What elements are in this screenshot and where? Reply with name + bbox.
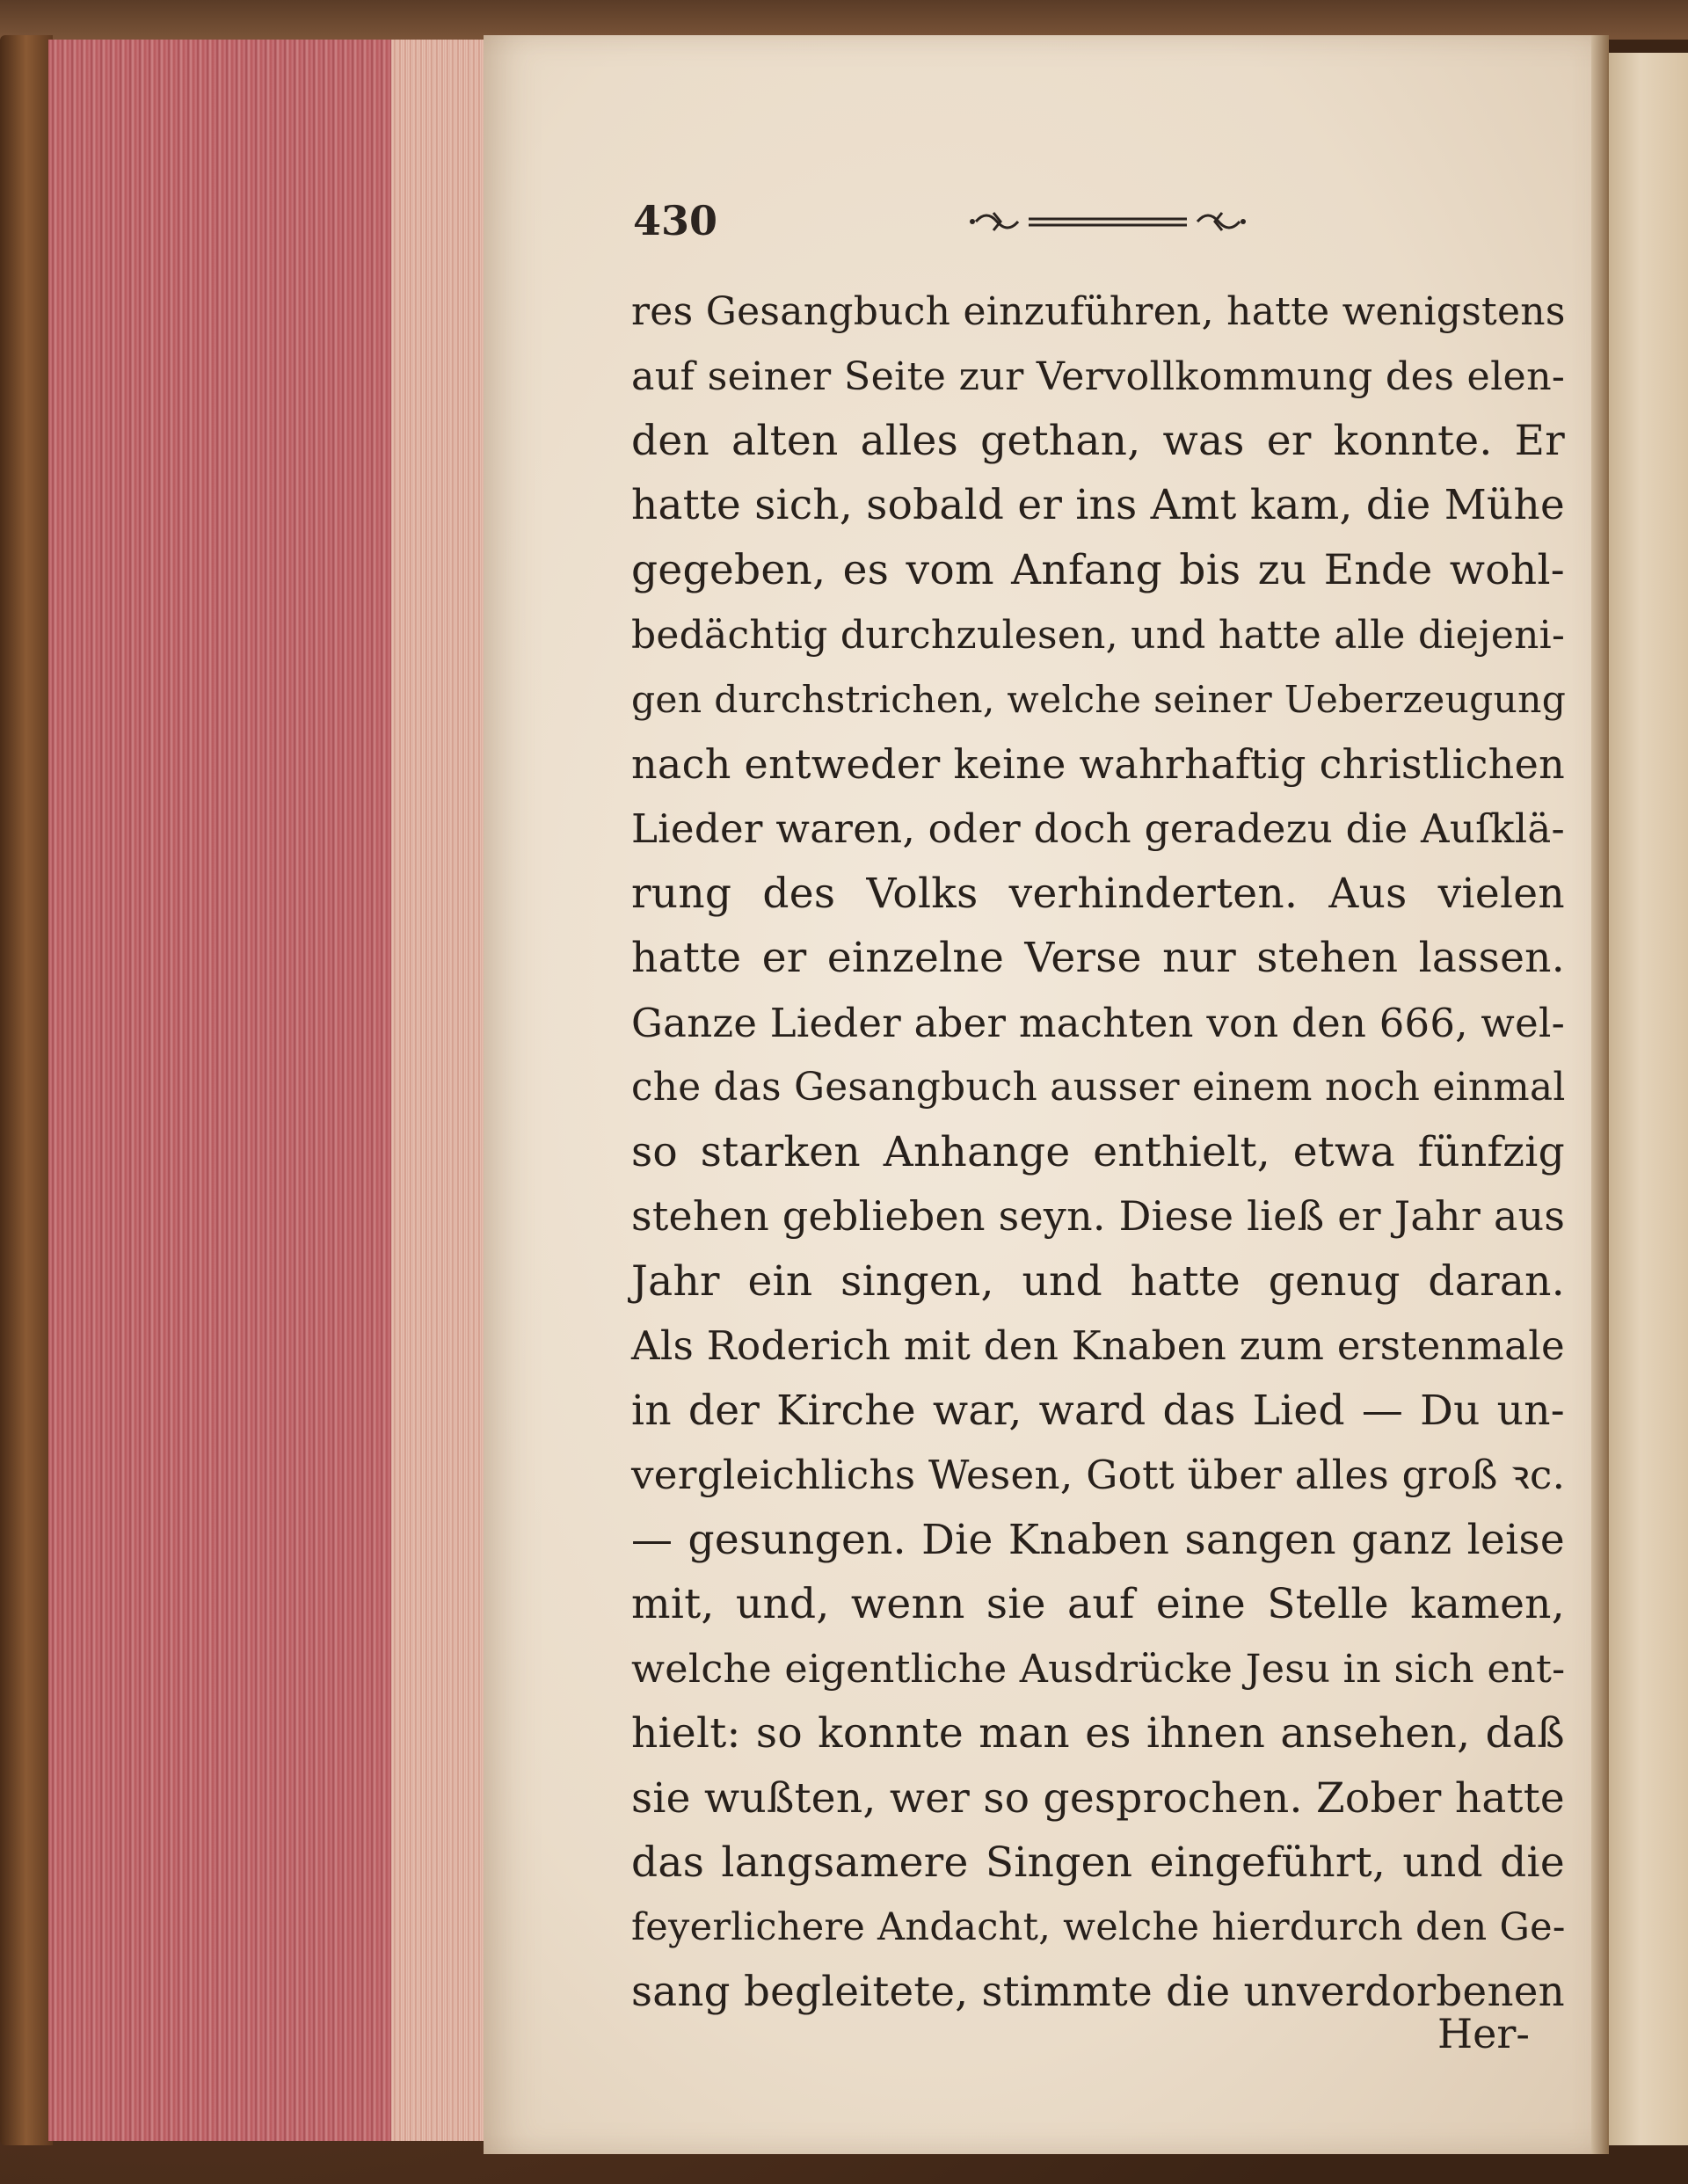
leather-cover bbox=[0, 35, 53, 2145]
header-ornament-icon bbox=[967, 204, 1248, 239]
text-line: vergleichlichs Wesen, Gott über alles groß ꝛc. bbox=[631, 1452, 1566, 1498]
body-text bbox=[631, 280, 1565, 2025]
text-line: hatte er einzelne Verse nur stehen lassen. bbox=[631, 934, 1565, 982]
text-line: che das Gesangbuch ausser einem noch einmal bbox=[631, 1065, 1566, 1110]
text-line: in der Kirche war, ward das Lied — Du un- bbox=[631, 1386, 1565, 1435]
text-line: res Gesangbuch einzuführen, hatte wenigstens bbox=[631, 289, 1566, 334]
page-number: 430 bbox=[633, 197, 718, 244]
text-line: Jahr ein singen, und hatte genug daran. bbox=[631, 1256, 1565, 1306]
text-line: rung des Volks verhinderten. Aus vielen bbox=[631, 869, 1565, 918]
page-header bbox=[633, 193, 1565, 264]
text-line: mit, und, wenn sie auf eine Stelle kamen, bbox=[631, 1580, 1565, 1628]
facing-page-edge bbox=[1607, 53, 1688, 2145]
text-line: — gesungen. Die Knaben sangen ganz leise bbox=[631, 1515, 1565, 1564]
text-line: Lieder waren, oder doch geradezu die Auſklä- bbox=[631, 805, 1566, 852]
catchword: Her- bbox=[1437, 2010, 1530, 2057]
text-line: welche eigentliche Ausdrücke Jesu in sich ent- bbox=[631, 1646, 1566, 1692]
text-line: bedächtig durchzulesen, und hatte alle diejeni- bbox=[631, 612, 1566, 658]
text-line: sang begleitete, stimmte die unverdorbenen bbox=[631, 1968, 1565, 2015]
text-line: das langsamere Singen eingeführt, und die bbox=[631, 1838, 1565, 1887]
text-line: so starken Anhange enthielt, etwa fünfzig bbox=[631, 1127, 1565, 1176]
cover-top-edge bbox=[0, 0, 1688, 40]
red-page-edges bbox=[48, 40, 488, 2141]
text-line: feyerlichere Andacht, welche hierdurch den Ge- bbox=[631, 1904, 1566, 1949]
text-line: hatte sich, sobald er ins Amt kam, die Mühe bbox=[631, 481, 1565, 529]
text-line: stehen geblieben seyn. Diese ließ er Jahr aus bbox=[631, 1192, 1566, 1240]
text-line: Als Roderich mit den Knaben zum erstenmale bbox=[631, 1322, 1566, 1369]
text-line: auf seiner Seite zur Vervollkommung des elen- bbox=[631, 353, 1566, 399]
text-line: gen durchstrichen, welche seiner Ueberzeugung bbox=[631, 678, 1567, 721]
text-line: den alten alles gethan, was er konnte. Er bbox=[631, 417, 1565, 465]
text-line: Ganze Lieder aber machten von den 666, wel- bbox=[631, 999, 1566, 1046]
text-line: hielt: so konnte man es ihnen ansehen, daß bbox=[631, 1709, 1565, 1758]
text-line: gegeben, es vom Anfang bis zu Ende wohl- bbox=[631, 546, 1565, 594]
text-line: sie wußten, wer so gesprochen. Zober hatte bbox=[631, 1773, 1565, 1823]
text-line: nach entweder keine wahrhaftig christlichen bbox=[631, 739, 1566, 788]
page-gutter bbox=[1591, 35, 1609, 2154]
